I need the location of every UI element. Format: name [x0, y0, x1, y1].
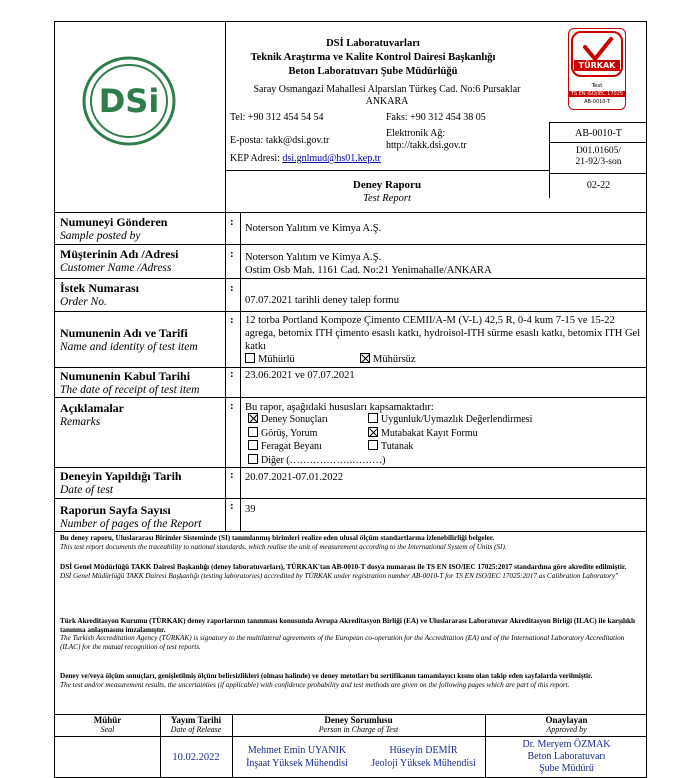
field-test-date-label: Deneyin Yapıldığı Tarih [60, 469, 182, 483]
approver-name: Dr. Meryem ÖZMAK [522, 739, 611, 750]
remarks-label-conformity: Uygunluk/Uymazlık Değerlendirmesi [381, 414, 533, 425]
branch-name: Beton Laboratuvarı Şube Müdürlüğü [288, 66, 458, 77]
field-sender-label-en: Sample posted by [60, 230, 141, 242]
org-name: DSİ Laboratuvarları [326, 38, 420, 49]
turkak-line3: AB-0010-T [584, 99, 610, 105]
unsealed-label: Mühürsüz [373, 354, 416, 365]
note-accreditation-en: DSİ Genel Müdürlüğü TAKK Dairesi Başkanlığı (testing laboratories) accredited by TÜRKAK under registration number AB-0010-T for TS EN ISO/IEC 17025:2017 as Calibration Laboratory" [60, 571, 619, 580]
field-remarks-label: Açıklamalar [60, 401, 124, 415]
sealed-checkbox[interactable] [245, 353, 255, 363]
test-report-page: DSi DSİ Laboratuvarları Teknik Araştırma ve Kalite Kontrol Dairesi Başkanlığı Beton Laboratuvarı Şube Müdürlüğü Saray Osmangazi Mahallesi Alparslan Türkeş Cad. No:6 Pursaklar ANKARA Tel: +90 312 454 54 54 Faks: +90 312 454 38 05 E-posta: takk@dsi.gov.tr Elektronik Ağ: http://takk.dsi.gov.tr KEP Adresi: dsi.gnlmud@hs01.kep.tr TÜRKAK Test TS EN ISO/IEC 17025 AB-0010-T AB-0010-T D01.01605/ 21-92/3-son 02-22 Deney Raporu Test Report Numuneyi Gönderen Sample posted by : Noterson Yalıtım ve Kimya A.Ş. Müşterinin Adı /Adresi Customer Name /Adress : Noterson Yalıtım ve Kimya A.Ş. Ostim Osb Mah. 1161 Cad. No:21 Yenimahalle/ANKARA İstek Numarası Order No. : 07.07.2021 tarihli deney talep formu Numunenin Adı ve Tarifi Name and identity of test item : 12 torba Portland Kompoze Çimento CEMII/A-M (V-L) 42,5 R, 0-4 kum 7-15 ve 15-22 agrega, betomix ITH çimento esaslı katkı, hydroisol-ITH sürme esaslı katkı, betomix ITH Gel katkı Mühürlü Mühürsüz Numunenin Kabul Tarihi The date of receipt of test item : 23.06.2021 ve 07.07.2021 Açıklamalar Remarks : Bu rapor, aşağıdaki hususları kapsamaktadır: Deney Sonuçları Uygunluk/Uymazlık Değerlendirmesi Görüş, Yorum Mutabakat Kayıt Formu Feragat Beyanı Tutanak Diğer (……………….………) Deneyin Yapıldığı Tarih Date of test : 20.07.2021-07.01.2022 Raporun Sayfa Sayısı Number of pages of the Report : 39 Bu deney raporu, Uluslararası Birimler Sisteminde (SI) tanımlanmış birimleri realize eden ulusal ölçüm standartlarına izlenebilirliği belgeler. This test report documents the traceability to national standards, which realise the unit of measurement according to the International System of Units (SI). DSİ Genel Müdürlüğü TAKK Dairesi Başkanlığı (deney laboratuvarları), TÜRKAK'tan AB-0010-T dosya numarası ile TS EN ISO/IEC 17025:2017 standardına göre akredite edilmiştir. DSİ Genel Müdürlüğü TAKK Dairesi Başkanlığı (testing laboratories) accredited by TÜRKAK under registration number AB-0010-T for TS EN ISO/IEC 17025:2017 as Calibration Laboratory" Türk Akreditasyon Kurumu (TÜRKAK) deney raporlarının tanınması konusunda Avrupa Akreditasyon Birliği (EA) ve Uluslararası Laboratuvar Akreditasyon Birliği (ILAC) ile karşılıklı tanınma anlaşmasını imzalamıştır. The Turkish Accreditation Agency (TÜRKAK) is signatory to the multilateral agreements of the European co-operation for the Accreditation (EA) and of the International Laboratory Accreditation (ILAC) for the mutual recognition of test reports. Deney ve/veya ölçüm sonuçları, genişletilmiş ölçüm belirsizlikleri (olması halinde) ve deney metotları bu sertifikanın tamamlayıcı kısmı olan takip eden sayfalarda verilmiştir. The test and/or measurement results, the uncertainties (if applicable) with confidence probability and test methods are given on the following pages which are part of this report. Mühür Seal Yayım Tarihi Date of Release Deney Sorumlusu Person in Charge of Test Onaylayan Approved by 10.02.2022 Mehmet Emin UYANIK İnşaat Yüksek Mühendisi Hüseyin DEMİR Jeoloji Yüksek Mühendisi Dr. Meryem ÖZMAK Beton Laboratuvarı Şube Müdürü [54, 21, 647, 778]
field-order-value: 07.07.2021 tarihli deney talep formu [245, 295, 399, 306]
code-accreditation: AB-0010-T [575, 128, 622, 139]
dsi-logo-icon [81, 54, 177, 148]
remarks-options [248, 413, 628, 467]
field-pages-label-en: Number of pages of the Report [60, 518, 202, 530]
svg-text:DSi: DSi [98, 82, 160, 120]
field-sender-label: Numuneyi Gönderen [60, 215, 168, 229]
remarks-checkbox-conformity[interactable] [368, 413, 378, 423]
approver-title1: Beton Laboratuvarı [527, 751, 606, 762]
field-pages-value: 39 [245, 504, 256, 515]
approver-title2: Şube Müdürü [539, 763, 594, 774]
field-customer [60, 247, 178, 275]
note-accreditation-tr: DSİ Genel Müdürlüğü TAKK Dairesi Başkanlığı (deney laboratuvarları), TÜRKAK'tan AB-0010-T dosya numarası ile TS EN ISO/IEC 17025:2017 standardına göre akredite edilmiştir. [60, 563, 627, 571]
address-line2: ANKARA [365, 96, 409, 107]
field-order-label-en: Order No. [60, 296, 107, 308]
turkak-brand: TÜRKAK [578, 61, 616, 70]
field-item-label-en: Name and identity of test item [60, 341, 198, 353]
footer-date-header [160, 715, 232, 735]
footer-seal-header-en: Seal [100, 725, 115, 734]
person2-name: Hüseyin DEMİR [389, 745, 458, 756]
tel: Tel: +90 312 454 54 54 [230, 112, 324, 123]
report-title-en: Test Report [363, 193, 411, 204]
remarks-label-waiver: Feragat Beyanı [261, 441, 322, 452]
footer-person-header-tr: Deney Sorumlusu [324, 715, 393, 725]
field-item [60, 326, 198, 354]
remarks-checkbox-minutes[interactable] [368, 440, 378, 450]
field-test-date [60, 469, 182, 497]
remarks-checkbox-results[interactable] [248, 413, 258, 423]
remarks-intro: Bu rapor, aşağıdaki hususları kapsamaktadır: [245, 402, 434, 413]
dsi-logo [81, 54, 177, 148]
code-number: 02-22 [586, 180, 611, 191]
field-customer-label: Müşterinin Adı /Adresi [60, 247, 179, 261]
note-turkak-en: The Turkish Accreditation Agency (TÜRKAK) is signatory to the multilateral agreements of the European co-operation for the Accreditation (EA) and of the International Laboratory Accreditation (ILAC) for the mutual recognition of test reports. [60, 634, 625, 651]
remarks-checkbox-other[interactable] [248, 454, 258, 464]
remarks-label-other: Diğer (……………….………) [261, 454, 386, 466]
footer-date-header-tr: Yayım Tarihi [170, 715, 222, 725]
fax: Faks: +90 312 454 38 05 [386, 112, 486, 123]
remarks-checkbox-agreement[interactable] [368, 427, 378, 437]
field-sender-value: Noterson Yalıtım ve Kimya A.Ş. [245, 223, 382, 234]
footer-seal-header-tr: Mühür [93, 715, 122, 725]
field-customer-value: Noterson Yalıtım ve Kimya A.Ş. Ostim Osb Mah. 1161 Cad. No:21 Yenimahalle/ANKARA [245, 252, 492, 276]
note-results-en: The test and/or measurement results, the uncertainties (if applicable) with confidence probability and test methods are given on the following pages which are part of this report. [60, 680, 570, 689]
person1-title: İnşaat Yüksek Mühendisi [246, 758, 348, 769]
approver [485, 739, 647, 775]
note-turkak [60, 617, 640, 651]
footer-date-header-en: Date of Release [170, 725, 222, 734]
turkak-line1: Test [591, 83, 603, 89]
field-remarks [60, 401, 124, 429]
field-order-label: İstek Numarası [60, 281, 140, 295]
field-customer-label-en: Customer Name /Adress [60, 262, 172, 274]
remarks-label-results: Deney Sonuçları [261, 414, 328, 425]
remarks-checkbox-opinion[interactable] [248, 427, 258, 437]
remarks-checkbox-waiver[interactable] [248, 440, 258, 450]
note-turkak-tr: Türk Akreditasyon Kurumu (TÜRKAK) deney raporlarının tanınması konusunda Avrupa Akreditasyon Birliği (EA) ve Uluslararası Laboratuvar Akreditasyon Birliği (ILAC) ile karşılıklı tanınma anlaşmasını imzalamıştır. [60, 617, 636, 634]
field-receipt [60, 369, 199, 397]
footer-seal-header [55, 715, 160, 735]
field-item-value: 12 torba Portland Kompoze Çimento CEMII/A-M (V-L) 42,5 R, 0-4 kum 7-15 ve 15-22 agrega, betomix ITH çimento esaslı katkı, hydroisol-ITH sürme esaslı katkı, betomix ITH Gel katkı [245, 315, 641, 352]
release-date: 10.02.2022 [172, 752, 220, 763]
remarks-label-agreement: Mutabakat Kayıt Formu [381, 427, 478, 439]
turkak-logo-icon [569, 29, 625, 81]
field-item-label: Numunenin Adı ve Tarifi [60, 326, 188, 340]
note-traceability [60, 534, 640, 551]
footer-approver-header-en: Approved by [546, 725, 587, 734]
field-receipt-label: Numunenin Kabul Tarihi [60, 369, 191, 383]
note-accreditation [60, 563, 640, 580]
person1-name: Mehmet Emin UYANIK [247, 745, 347, 756]
unsealed-checkbox[interactable] [360, 353, 370, 363]
person2-title: Jeoloji Yüksek Mühendisi [371, 758, 476, 769]
note-traceability-en: This test report documents the traceability to national standards, which realise the unit of measurement according to the International System of Units (SI). [60, 542, 507, 551]
footer-approver-header-tr: Onaylayan [545, 715, 588, 725]
note-results-tr: Deney ve/veya ölçüm sonuçları, genişletilmiş ölçüm belirsizlikleri (olması halinde) ve deney metotları bu sertifikanın tamamlayıcı kısmı olan takip eden sayfalarda verilmiştir. [60, 672, 593, 680]
note-results [60, 672, 640, 689]
sealed-label: Mühürlü [258, 354, 295, 365]
dept-name: Teknik Araştırma ve Kalite Kontrol Dairesi Başkanlığı [250, 52, 496, 63]
footer-person-header-en: Person in Charge of Test [318, 725, 399, 734]
field-test-date-label-en: Date of test [60, 484, 114, 496]
person1 [232, 744, 362, 770]
field-sender [60, 215, 167, 243]
remarks-label-minutes: Tutanak [381, 441, 414, 452]
field-pages-label: Raporun Sayfa Sayısı [60, 503, 171, 517]
report-title: Deney Raporu [352, 179, 422, 191]
field-remarks-label-en: Remarks [60, 416, 101, 428]
kep-label: KEP Adresi: [230, 153, 280, 164]
field-receipt-value: 23.06.2021 ve 07.07.2021 [245, 370, 355, 381]
address-line1: Saray Osmangazi Mahallesi Alparslan Türkeş Cad. No:6 Pursaklar [253, 84, 521, 95]
field-receipt-label-en: The date of receipt of test item [60, 384, 200, 396]
person2 [362, 744, 485, 770]
field-pages [60, 503, 202, 531]
note-traceability-tr: Bu deney raporu, Uluslararası Birimler Sisteminde (SI) tanımlanmış birimleri realize eden ulusal ölçüm standartlarına izlenebilirliği belgeler. [60, 534, 495, 542]
kep-row [230, 153, 381, 164]
email: E-posta: takk@dsi.gov.tr [230, 135, 330, 146]
footer-approver-header [485, 715, 647, 735]
remarks-label-opinion: Görüş, Yorum [261, 427, 318, 439]
web-label: Elektronik Ağ: [386, 128, 446, 139]
code-document: D01.01605/ 21-92/3-son [575, 146, 622, 167]
turkak-line2: TS EN ISO/IEC 17025 [570, 91, 624, 97]
footer-person-header [232, 715, 485, 735]
field-test-date-value: 20.07.2021-07.01.2022 [245, 472, 343, 483]
kep-link[interactable]: dsi.gnlmud@hs01.kep.tr [282, 153, 381, 164]
turkak-badge [568, 28, 626, 110]
field-order [60, 281, 139, 309]
web-url: http://takk.dsi.gov.tr [386, 140, 467, 151]
seal-options [245, 353, 416, 365]
